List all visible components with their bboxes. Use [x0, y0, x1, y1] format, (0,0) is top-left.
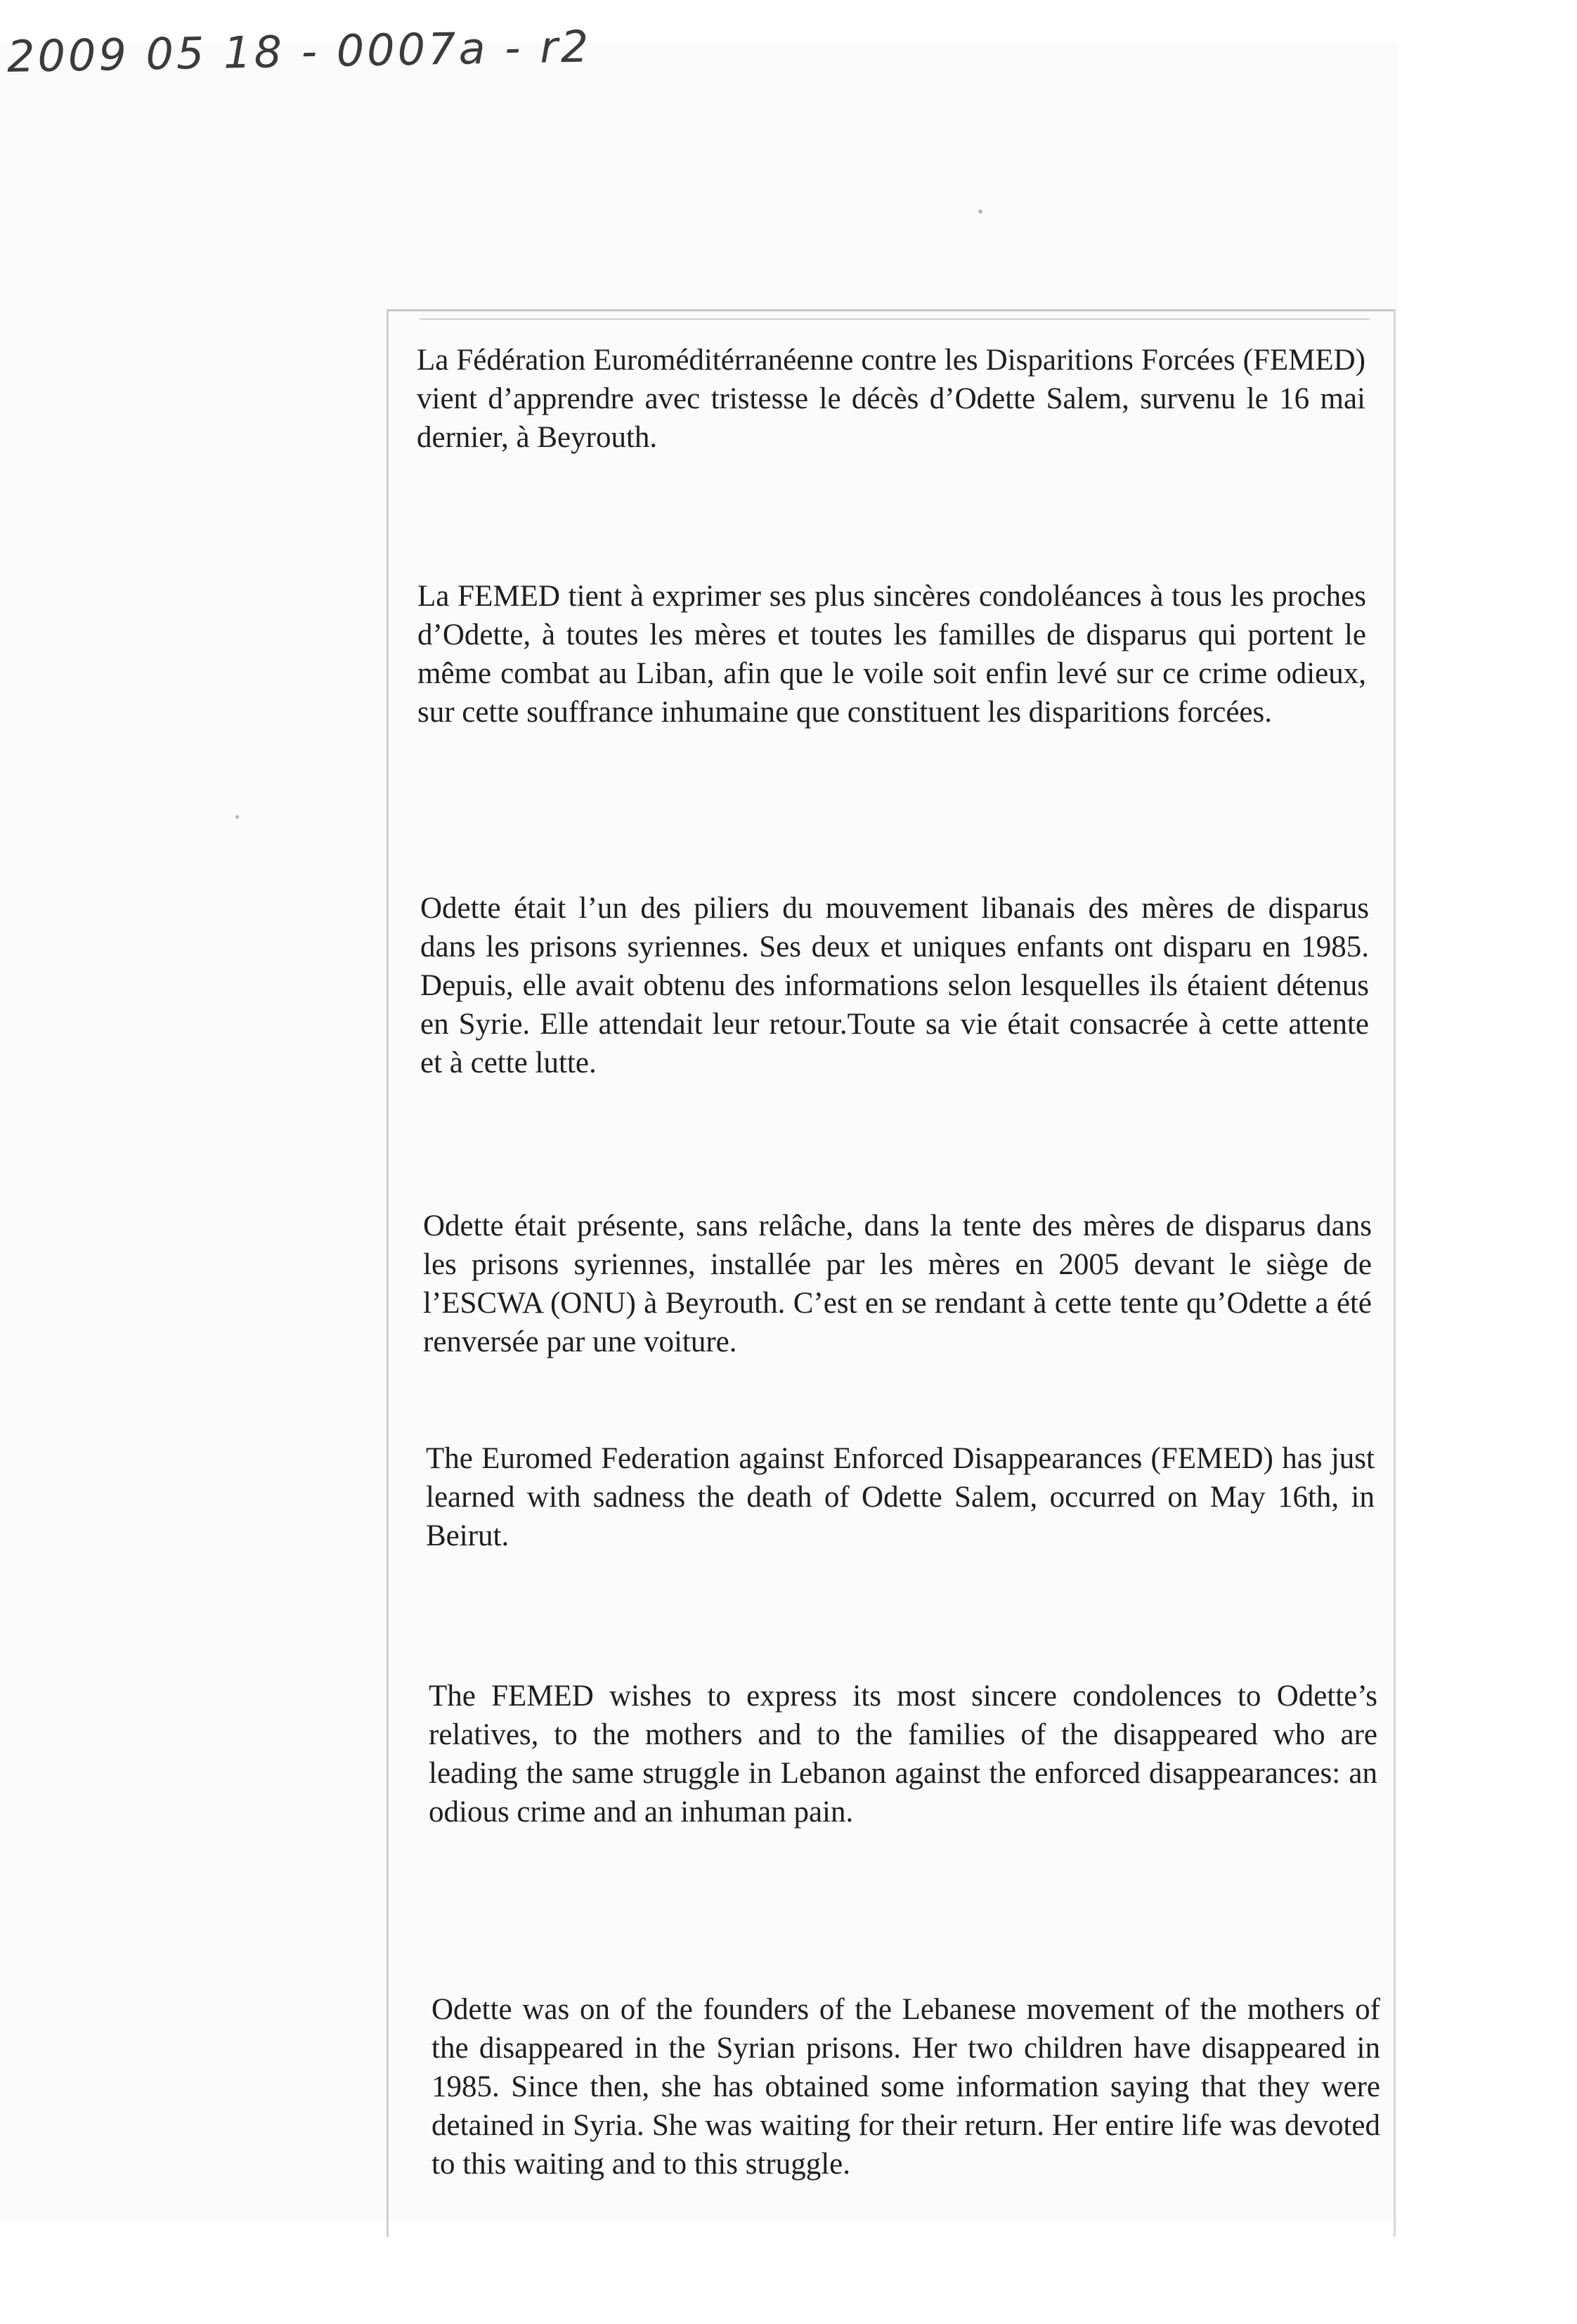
paragraph-en-biography: Odette was on of the founders of the Lebanese movement of the mothers of the disappeared in the Syrian prisons. Her two children have disappeared in 1985. Since then, she has obtained some information saying that they were detained in Syria. She was waiting for their return. Her entire life was devoted to this waiting and to this struggle. [431, 1993, 1380, 2181]
paragraph-fr-biography: Odette était l’un des piliers du mouvement libanais des mères de disparus dans les prisons syriennes. Ses deux et uniques enfants ont disparu en 1985. Depuis, elle avait obtenu des informations selon lesquelles ils étaient détenus en Syrie. Elle attendait leur retour.Toute sa vie était consacrée à cette attente et à cette lutte. [420, 892, 1369, 1079]
paragraph-en-announcement: The Euromed Federation against Enforced Disappearances (FEMED) has just learned with sadness the death of Odette Salem, occurred on May 16th, in Beirut. [426, 1442, 1375, 1552]
paragraph-fr-condolences: La FEMED tient à exprimer ses plus sincères condoléances à tous les proches d’Odette, à toutes les mères et toutes les familles de disparus qui portent le même combat au Liban, afin que le voile soit enfin levé sur ce crime odieux, sur cette souffrance inhumaine que constituent les disparitions forcées. [417, 580, 1366, 729]
paragraph-fr-circumstances: Odette était présente, sans relâche, dans la tente des mères de disparus dans les prisons syriennes, installée par les mères en 2005 devant le siège de l’ESCWA (ONU) à Beyrouth. C’est en se rendant à cette tente qu’Odette a été renversée par une voiture. [423, 1209, 1372, 1358]
frame-top-rule [420, 318, 1370, 320]
scan-speck [235, 815, 239, 819]
handwritten-reference-number: 2009 05 18 - 0007a - r2 [6, 20, 592, 82]
paragraph-fr-announcement: La Fédération Euroméditérranéenne contre les Disparitions Forcées (FEMED) vient d’apprendre avec tristesse le décès d’Odette Salem, survenu le 16 mai dernier, à Beyrouth. [417, 344, 1365, 454]
scan-speck [978, 209, 982, 214]
paragraph-en-condolences: The FEMED wishes to express its most sincere condolences to Odette’s relatives, to the mothers and to the families of the disappeared who are leading the same struggle in Lebanon against the enforced disappearances: an odious crime and an inhuman pain. [429, 1680, 1377, 1829]
